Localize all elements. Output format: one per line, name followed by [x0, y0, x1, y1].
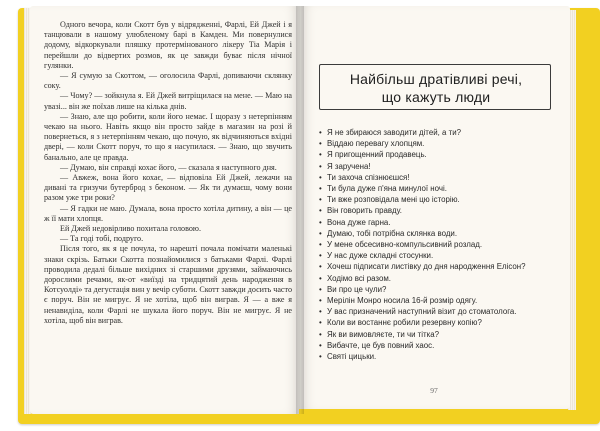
- bullet-icon: •: [319, 329, 322, 339]
- bullet-icon: •: [319, 184, 322, 194]
- list-item-text: Я пригощенний продавець.: [327, 150, 427, 160]
- list-item-text: Коли ви востаннє робили резервну копію?: [327, 318, 482, 328]
- annoying-phrases-list: [319, 127, 554, 362]
- list-item: [319, 273, 554, 284]
- bullet-icon: •: [319, 150, 322, 160]
- list-item: [319, 284, 554, 295]
- page-number: 97: [430, 386, 438, 395]
- list-item: [319, 340, 554, 351]
- left-paragraph: — Авжеж, вона його кохає, — відповіла Ей Джей, лежачи на дивані та гризучи бутерброд з беконом. — Як ти думаєш, чому вони разом уже три роки?: [44, 173, 292, 203]
- list-item-text: Вибачте, це був повний хаос.: [327, 340, 435, 350]
- left-paragraph: Одного вечора, коли Скотт був у відрядженні, Фарлі, Ей Джей і я танцювали в нашому улюбленому барі в Камден. Ми повернулися додому, відкоркували пляшку протермінованого лікеру Тіа Марія і перейшли до відвертих розмов, як це завжди буває після нічної гулянки.: [44, 20, 292, 70]
- left-paragraph: — Чому? — зойкнула я. Ей Джей витріщилася на мене. — Маю на увазі... він же поїхав лише на кілька днів.: [44, 91, 292, 111]
- bullet-icon: •: [319, 195, 322, 205]
- list-item-text: Вона дуже гарна.: [327, 217, 391, 227]
- left-paragraph: — Я гадки не маю. Думала, вона просто хотіла дитину, а він — це ж її мати хлопця.: [44, 203, 292, 223]
- list-item: [319, 250, 554, 261]
- list-item-text: У нас дуже складні стосунки.: [327, 251, 434, 261]
- list-item: [319, 205, 554, 216]
- bullet-icon: •: [319, 128, 322, 137]
- left-page-text: [44, 20, 292, 326]
- list-item-text: У вас призначений наступний візит до стоматолога.: [327, 307, 517, 317]
- list-item-text: У мене обсесивно-компульсивний розлад.: [327, 240, 483, 250]
- bullet-icon: •: [319, 228, 322, 238]
- bullet-icon: •: [319, 240, 322, 250]
- bullet-icon: •: [319, 251, 322, 261]
- bullet-icon: •: [319, 172, 322, 182]
- list-item-text: Як ви вимовляєте, ти чи тітка?: [327, 329, 440, 339]
- list-item-text: Хочеш підписати листівку до дня народження Елісон?: [327, 262, 526, 272]
- list-item-text: Ви про це чули?: [327, 284, 387, 294]
- bullet-icon: •: [319, 139, 322, 149]
- list-item: [319, 261, 554, 272]
- bullet-icon: •: [319, 340, 322, 350]
- list-item: [319, 295, 554, 306]
- left-paragraph: Ей Джей недовірливо похитала головою.: [60, 224, 201, 234]
- list-item: [319, 217, 554, 228]
- bullet-icon: •: [319, 161, 322, 171]
- list-item-text: Віддаю перевагу хлопцям.: [327, 139, 425, 149]
- bullet-icon: •: [319, 296, 322, 306]
- list-item: [319, 306, 554, 317]
- section-title-box: [319, 64, 551, 110]
- bullet-icon: •: [319, 273, 322, 283]
- right-page: [299, 6, 570, 409]
- section-title-line-1: Найбільш дратівливі речі,: [349, 71, 523, 87]
- list-item: [319, 194, 554, 205]
- list-item: [319, 127, 554, 138]
- bullet-icon: •: [319, 284, 322, 294]
- list-item-text: Я заручена!: [327, 161, 371, 171]
- bullet-icon: •: [319, 352, 322, 362]
- left-paragraph: — Я сумую за Скоттом, — оголосила Фарлі, допиваючи склянку соку.: [44, 71, 292, 91]
- list-item-text: Ходімо всі разом.: [327, 273, 391, 283]
- list-item: [319, 329, 554, 340]
- bullet-icon: •: [319, 307, 322, 317]
- list-item-text: Думаю, тобі потрібна склянка води.: [327, 228, 458, 238]
- left-paragraph: — Думаю, він справді кохає його, — сказала я наступного дня.: [60, 162, 277, 172]
- list-item-text: Ти була дуже п'яна минулої ночі.: [327, 184, 447, 194]
- list-item-text: Він говорить правду.: [327, 206, 402, 216]
- bullet-icon: •: [319, 217, 322, 227]
- list-item: [319, 138, 554, 149]
- list-item: [319, 239, 554, 250]
- list-item: [319, 228, 554, 239]
- list-item-text: Ти захоча спізнюєшся!: [327, 172, 410, 182]
- book-spine-shadow: [296, 6, 304, 414]
- list-item: [319, 183, 554, 194]
- list-item-text: Мерілін Монро носила 16-й розмір одягу.: [327, 296, 478, 306]
- list-item: [319, 317, 554, 328]
- bullet-icon: •: [319, 318, 322, 328]
- list-item: [319, 161, 554, 172]
- bullet-icon: •: [319, 206, 322, 216]
- left-paragraph: — Знаю, але що робити, коли його немає. І щоразу з нетерпінням чекаю на нього. Навіть якщо він просто зайде в магазин на розі й повернеться, я з нетерпінням чекаю, що почую, як відчиняються вхідні двері, — коли Скотт поруч, то що я насупилася. — Знаю, що звучить банально, але це правда.: [44, 111, 292, 162]
- left-paragraph: — Та годі тобі, подруго.: [60, 234, 144, 244]
- list-item-text: Я не збираюся заводити дітей, а ти?: [327, 128, 461, 137]
- list-item: [319, 172, 554, 183]
- section-title-line-2: що кажуть люди: [381, 89, 491, 105]
- list-item-text: Ти вже розповідала мені цю історію.: [327, 195, 460, 205]
- left-paragraph: Після того, як я це почула, то нарешті почала помічати маленькі знаки скрізь. Батьки Скотта познайомилися з батьками Фарлі. Фарлі проводила дедалі більше вихідних зі старшими друзями, займаючись дорослими речами, як-от «виїзді на тридцятий день народження в Котсуолді» та дегустація вин у вечір суботи. Скотт завжди досить часто є поруч. Він не мигрує. Я не хотіла, щоб він виграв. Я — а вже я ненавиділа, коли Фарлі не шукала його поруч. Він не мигрує. Я не хотіла, щоб він виграв.: [44, 244, 293, 325]
- list-item-text: Святі цицьки.: [327, 352, 377, 362]
- list-item: [319, 149, 554, 160]
- bullet-icon: •: [319, 262, 322, 272]
- list-item: [319, 351, 554, 362]
- left-page: [30, 6, 299, 414]
